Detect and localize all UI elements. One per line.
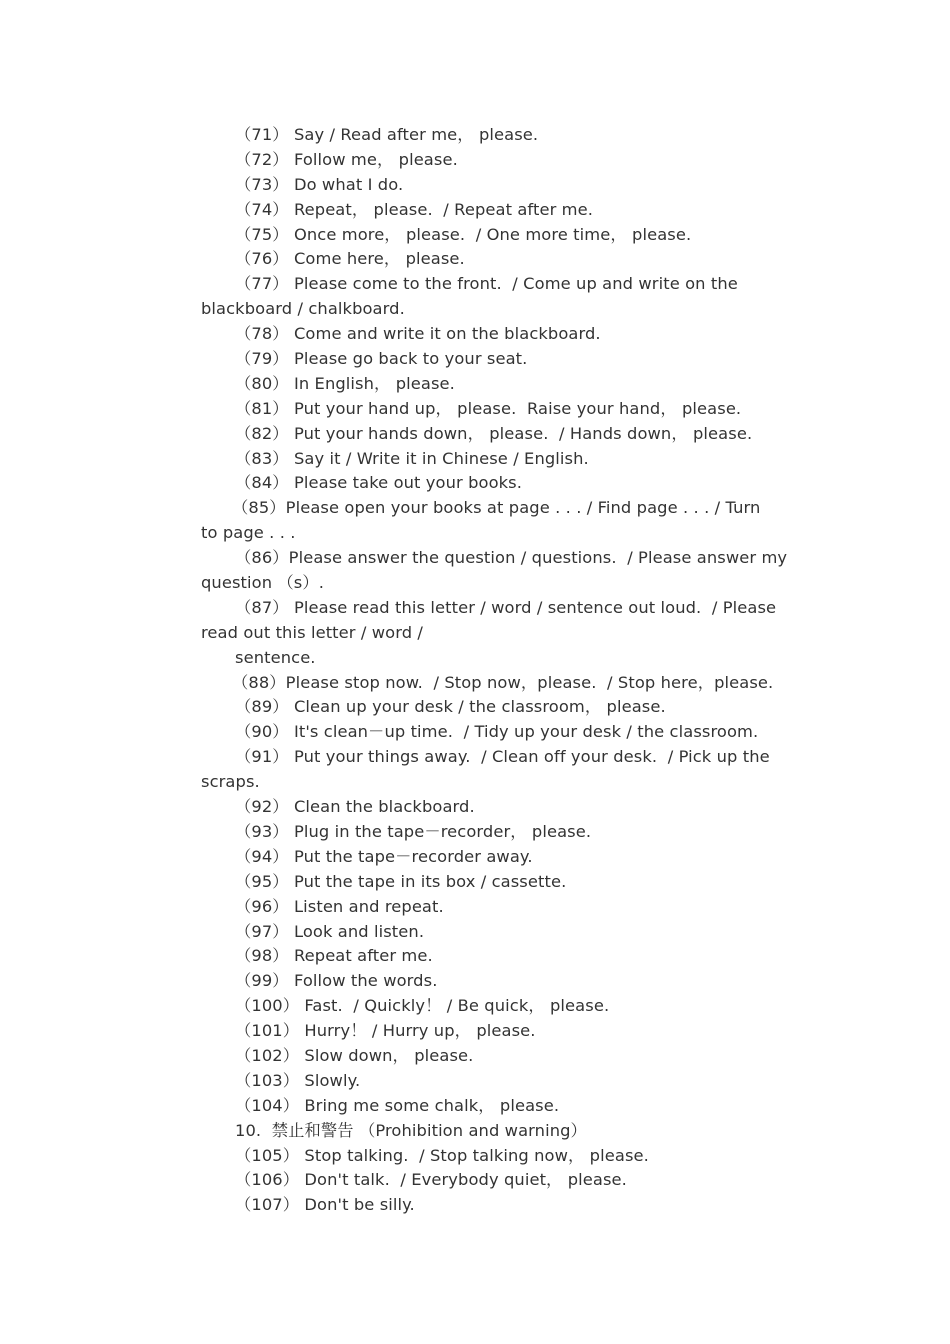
phrase-line: （75） Once more， please. / One more time， please. (235, 224, 692, 244)
phrase-line: （104） Bring me some chalk， please. (235, 1095, 560, 1115)
phrase-line: （105） Stop talking. / Stop talking now， please. (235, 1145, 649, 1165)
phrase-line: （86）Please answer the question / questions. / Please answer my (235, 548, 788, 568)
phrase-line: （100） Fast. / Quickly！ / Be quick， please. (235, 996, 610, 1016)
phrase-line: question （s）. (201, 573, 325, 593)
phrase-line: （85）Please open your books at page . . . / Find page . . . / Turn (232, 498, 761, 518)
phrase-line: （84） Please take out your books. (235, 473, 523, 493)
phrase-line: （91） Put your things away. / Clean off your desk. / Pick up the (235, 747, 770, 767)
phrase-line: （97） Look and listen. (235, 921, 425, 941)
phrase-line: （71） Say / Read after me， please. (235, 125, 539, 144)
phrase-line: （83） Say it / Write it in Chinese / English. (235, 448, 589, 468)
phrase-line: （81） Put your hand up， please. Raise your hand， please. (235, 398, 742, 418)
phrase-line: read out this letter / word / (201, 622, 423, 642)
phrase-line: to page . . . (201, 523, 296, 543)
section-number: 10. (235, 1120, 262, 1140)
document-page (0, 123, 950, 1218)
phrase-line: （95） Put the tape in its box / cassette. (235, 871, 567, 891)
phrase-line: （94） Put the tape－recorder away. (235, 846, 533, 866)
phrase-line: （87） Please read this letter / word / sentence out loud. / Please (235, 597, 777, 617)
phrase-line: （74） Repeat， please. / Repeat after me. (235, 199, 593, 219)
phrase-line: （77） Please come to the front. / Come up and write on the (235, 274, 738, 294)
section-heading (0, 1119, 950, 1144)
phrase-line: （99） Follow the words. (235, 971, 438, 991)
phrase-line: （72） Follow me， please. (235, 149, 458, 169)
phrase-line: （106） Don't talk. / Everybody quiet， please. (235, 1170, 627, 1190)
section-title-cn: 禁止和警告 (271, 1120, 354, 1140)
phrase-list-continued (0, 1144, 950, 1219)
phrase-line: （92） Clean the blackboard. (235, 797, 475, 817)
phrase-line: blackboard / chalkboard. (201, 299, 405, 319)
phrase-line: （96） Listen and repeat. (235, 896, 444, 916)
section-title-en: （Prohibition and warning） (358, 1120, 587, 1140)
phrase-line: （76） Come here， please. (235, 249, 465, 269)
phrase-line: （101） Hurry！ / Hurry up， please. (235, 1021, 536, 1041)
phrase-line: （79） Please go back to your seat. (235, 349, 528, 369)
phrase-line: scraps. (201, 772, 260, 792)
phrase-line: （93） Plug in the tape－recorder， please. (235, 821, 592, 841)
phrase-line: （89） Clean up your desk / the classroom， please. (235, 697, 666, 717)
phrase-list (0, 123, 950, 1119)
phrase-line: （98） Repeat after me. (235, 946, 433, 966)
phrase-line: （73） Do what I do. (235, 174, 404, 194)
phrase-line: sentence. (235, 647, 316, 667)
phrase-line: （90） It's clean－up time. / Tidy up your desk / the classroom. (235, 722, 759, 742)
phrase-line: （80） In English， please. (235, 373, 455, 393)
phrase-line: （88）Please stop now. / Stop now，please. / Stop here，please. (232, 672, 774, 692)
phrase-line: （107） Don't be silly. (235, 1195, 415, 1215)
phrase-line: （103） Slowly. (235, 1070, 361, 1090)
phrase-line: （82） Put your hands down， please. / Hands down， please. (235, 423, 753, 443)
phrase-line: （78） Come and write it on the blackboard. (235, 324, 601, 344)
phrase-line: （102） Slow down， please. (235, 1045, 474, 1065)
